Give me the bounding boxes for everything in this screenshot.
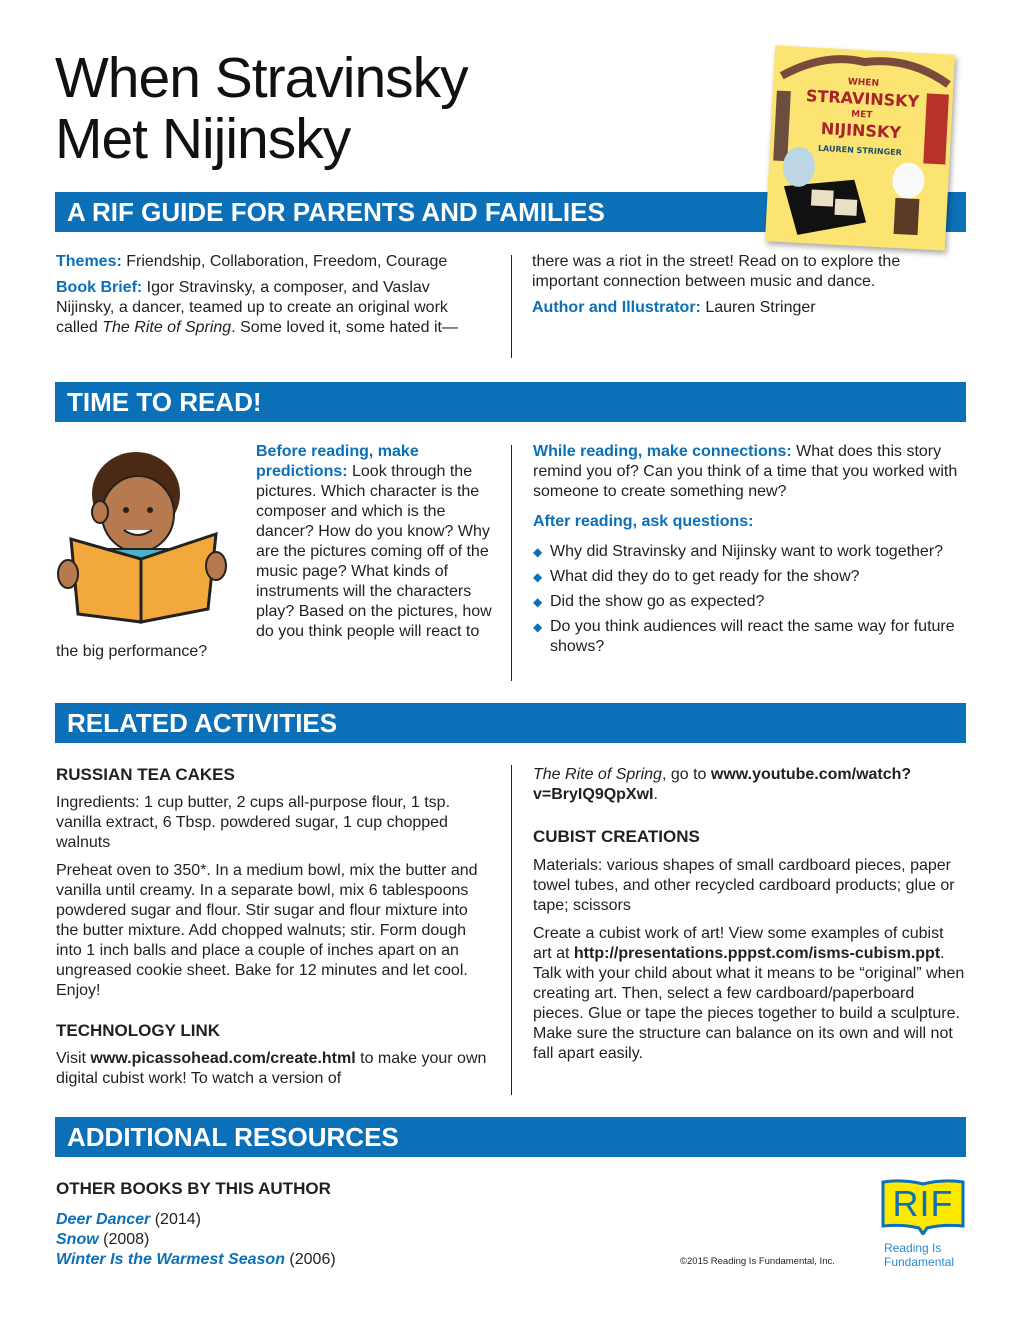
youtube-link[interactable]: www.youtube.com/watch?v=BryIQ9QpXwI <box>533 766 912 803</box>
after-label: After reading, ask questions: <box>533 513 754 530</box>
tagline-line: Fundamental <box>884 1255 955 1269</box>
banner-text: RELATED ACTIVITIES <box>67 708 338 738</box>
question-text: What did they do to get ready for the show? <box>550 568 860 585</box>
tea-steps: Preheat oven to 350*. In a medium bowl, mix the butter and vanilla until creamy. In a separate bowl, mix 6 tablespoons powdered sugar and flour. Stir sugar and flour mixture into the butter mixture. Add chopped walnuts; stir. Form dough into 1 inch balls and place a couple of inches apart on an ungreased cookie sheet. Bake for 12 minutes and let cool. Enjoy! <box>56 862 478 999</box>
title-line: When Stravinsky <box>55 46 468 110</box>
list-item <box>533 592 965 612</box>
brief-text: Igor Stravinsky, a composer, and Vaslav Nijinsky, a dancer, teamed up to create an original work called <box>56 279 448 336</box>
list-item <box>533 617 965 657</box>
other-books <box>56 1179 556 1270</box>
author-name: Lauren Stringer <box>700 299 816 316</box>
activities-right <box>533 765 965 1064</box>
cover-text: STRAVINSKY <box>805 86 920 112</box>
book-year: (2008) <box>98 1231 150 1248</box>
book-year: (2006) <box>284 1251 336 1268</box>
diamond-bullet-icon: ◆ <box>533 545 543 559</box>
banner-text: A RIF GUIDE FOR PARENTS AND FAMILIES <box>67 197 605 227</box>
tagline-line: Reading Is <box>884 1241 942 1255</box>
book-item <box>56 1210 556 1230</box>
tech-text: Visit <box>56 1050 91 1067</box>
rif-logo <box>881 1179 965 1235</box>
tea-cakes-heading: RUSSIAN TEA CAKES <box>56 765 235 784</box>
banner-text: ADDITIONAL RESOURCES <box>67 1122 399 1152</box>
brief-text: . Some loved it, some hated it—there was a riot in the street! Read on to explore the important connection between music and dance. <box>231 253 901 336</box>
page-title <box>55 48 468 170</box>
brief-label: Book Brief: <box>56 279 143 296</box>
book-title: Deer Dancer <box>56 1211 151 1228</box>
cubist-text: Create a cubist work of art! View some examples of cubist art at <box>533 925 944 962</box>
list-item <box>533 542 965 562</box>
book-item <box>56 1250 556 1270</box>
cover-text: MET <box>850 109 873 121</box>
cubism-link[interactable]: http://presentations.pppst.com/isms-cubism.ppt <box>573 945 941 962</box>
question-text: Why did Stravinsky and Nijinsky want to work together? <box>550 543 944 560</box>
book-title: Winter Is the Warmest Season <box>56 1251 285 1268</box>
cover-text: LAUREN STRINGER <box>817 143 902 158</box>
rif-logo-text: RIF <box>892 1183 954 1224</box>
cubist-text: . Talk with your child about what it means to be “original” when creating art. Then, select a few cardboard/paperboard pieces. Glue or tape the pieces together to build a sculpture. Make sure the structure can balance on its own and will not fall apart easily. <box>533 945 965 1062</box>
book-year: (2014) <box>150 1211 201 1228</box>
column-divider <box>511 765 512 1095</box>
technology-heading: TECHNOLOGY LINK <box>56 1021 221 1040</box>
question-list <box>533 542 965 657</box>
author-label: Author and Illustrator: <box>532 299 701 316</box>
diamond-bullet-icon: ◆ <box>533 620 543 634</box>
tech-text: . <box>653 786 658 803</box>
column-divider <box>511 255 512 358</box>
banner-text: TIME TO READ! <box>67 387 262 417</box>
rif-tagline <box>884 1241 954 1269</box>
rite-title: The Rite of Spring <box>533 766 662 783</box>
child-reading-illustration <box>56 444 234 626</box>
brief-book-title: The Rite of Spring <box>102 319 232 336</box>
tea-ingredients: Ingredients: 1 cup butter, 2 cups all-purpose flour, 1 tsp. vanilla extract, 6 Tbsp. powdered sugar, 1 cup chopped walnuts <box>56 794 451 851</box>
title-line: Met Nijinsky <box>55 107 351 171</box>
cubist-materials: Materials: various shapes of small cardboard pieces, paper towel tubes, and other recycled cardboard products; glue or tape; scissors <box>533 857 955 914</box>
column-divider <box>511 445 512 681</box>
cubist-heading: CUBIST CREATIONS <box>533 827 700 846</box>
while-text: What does this story remind you of? Can you think of a time that you worked with someone to create something new? <box>533 443 958 500</box>
list-item <box>533 567 965 587</box>
book-title: Snow <box>56 1231 99 1248</box>
tech-text: to make your own digital cubist work! To watch a version of <box>56 1050 487 1087</box>
themes-label: Themes: <box>56 253 122 270</box>
cover-text: NIJINSKY <box>820 118 902 143</box>
book-cover-image <box>765 45 955 250</box>
activities-banner <box>55 703 966 743</box>
read-right <box>533 442 965 662</box>
themes-text: Friendship, Collaboration, Freedom, Courage <box>121 253 448 270</box>
copyright: ©2015 Reading Is Fundamental, Inc. <box>680 1256 835 1267</box>
before-reading <box>56 442 492 662</box>
while-label: While reading, make connections: <box>533 443 792 460</box>
diamond-bullet-icon: ◆ <box>533 570 543 584</box>
book-item <box>56 1230 556 1250</box>
picassohead-link[interactable]: www.picassohead.com/create.html <box>90 1050 356 1067</box>
tech-text: , go to <box>661 766 711 783</box>
before-text: Look through the pictures. Which character is the composer and which is the dancer? How do you know? Why are the pictures coming off of the music page? What kinds of instruments will the characters play? Based on the pictures, how do you think people will react to the big performance? <box>56 463 492 660</box>
question-text: Did the show go as expected? <box>550 593 765 610</box>
resources-banner <box>55 1117 966 1157</box>
before-label: Before reading, make predictions: <box>256 443 419 480</box>
read-banner <box>55 382 966 422</box>
cover-text: WHEN <box>847 77 880 89</box>
diamond-bullet-icon: ◆ <box>533 595 543 609</box>
other-books-heading: OTHER BOOKS BY THIS AUTHOR <box>56 1179 331 1198</box>
question-text: Do you think audiences will react the same way for future shows? <box>550 618 955 655</box>
activities-left <box>56 765 488 1089</box>
